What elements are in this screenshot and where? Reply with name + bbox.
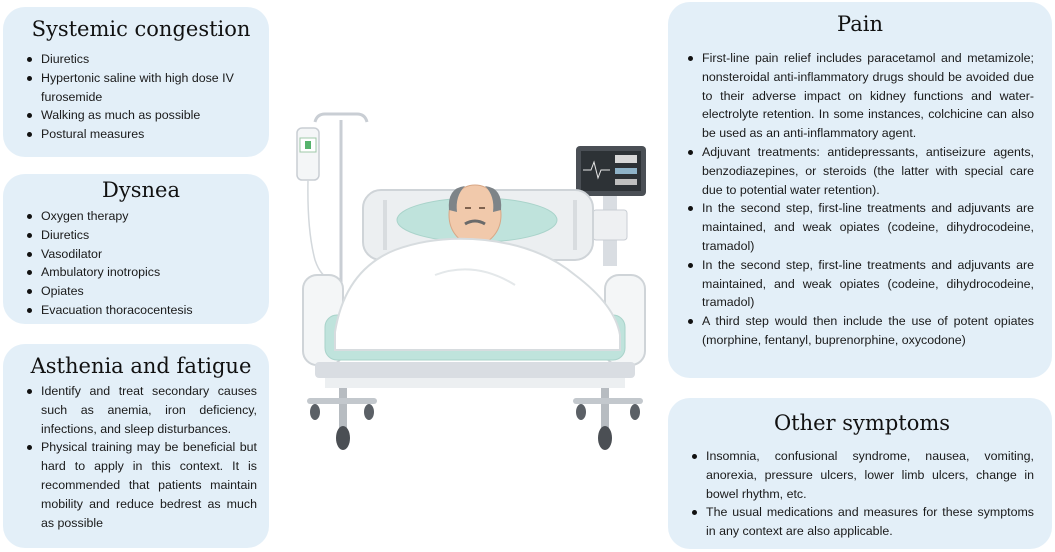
bullet-list: [25, 207, 257, 320]
list-item: Opiates: [25, 282, 257, 301]
card-title: Pain: [837, 12, 883, 36]
list-item: Postural measures: [25, 125, 257, 144]
asthenia-fatigue-card: [3, 344, 269, 548]
list-item: Vasodilator: [25, 245, 257, 264]
list-item: Diuretics: [25, 226, 257, 245]
pain-card: [668, 2, 1052, 378]
card-title: Other symptoms: [773, 411, 951, 435]
list-item: The usual medications and measures for these symptoms in any context are also applicable.: [690, 503, 1034, 541]
list-item: First-line pain relief includes paracetamol and metamizole; nonsteroidal anti-inflammatory drugs should be avoided due to their adverse impact on kidney functions and water-electrolyte retention. In some instances, colchicine can also be used as an anti-inflammatory agent.: [686, 49, 1034, 143]
card-title: Asthenia and fatigue: [30, 354, 252, 378]
list-item: In the second step, first-line treatments and adjuvants are maintained, and weak opiates (codeine, dihydrocodeine, tramadol): [686, 256, 1034, 312]
list-item: Physical training may be beneficial but hard to apply in this context. It is recommended that patients maintain mobility and reduce bedrest as much as possible: [25, 438, 257, 532]
systemic-congestion-card: [3, 7, 269, 157]
list-item: In the second step, first-line treatments and adjuvants are maintained, and weak opiates (codeine, dihydrocodeine, tramadol): [686, 199, 1034, 255]
list-item: Ambulatory inotropics: [25, 263, 257, 282]
bullet-list: [25, 382, 257, 532]
list-item: A third step would then include the use of potent opiates (morphine, fentanyl, buprenorphine, oxycodone): [686, 312, 1034, 350]
patient-head-icon: [449, 185, 501, 245]
bullet-list: [686, 49, 1034, 350]
list-item: Diuretics: [25, 50, 257, 69]
dysnea-card: [3, 174, 269, 324]
iv-pole-icon: [297, 114, 367, 290]
list-item: Evacuation thoracocentesis: [25, 301, 257, 320]
list-item: Hypertonic saline with high dose IV furosemide: [25, 69, 257, 107]
card-title: Systemic congestion: [31, 17, 251, 41]
list-item: Adjuvant treatments: antidepressants, antiseizure agents, benzodiazepines, or steroids (the latter with special care due to potential water retention).: [686, 143, 1034, 199]
hospital-bed-patient-icon: [285, 100, 665, 460]
card-title: Dysnea: [102, 178, 180, 202]
list-item: Oxygen therapy: [25, 207, 257, 226]
bullet-list: [25, 50, 257, 144]
list-item: Identify and treat secondary causes such as anemia, iron deficiency, infections, and sleep disturbances.: [25, 382, 257, 438]
list-item: Insomnia, confusional syndrome, nausea, vomiting, anorexia, pressure ulcers, lower limb ulcers, change in bowel rhythm, etc.: [690, 447, 1034, 503]
bed-wheels-icon: [307, 388, 643, 450]
bullet-list: [690, 447, 1034, 541]
list-item: Walking as much as possible: [25, 106, 257, 125]
other-symptoms-card: [668, 398, 1052, 549]
